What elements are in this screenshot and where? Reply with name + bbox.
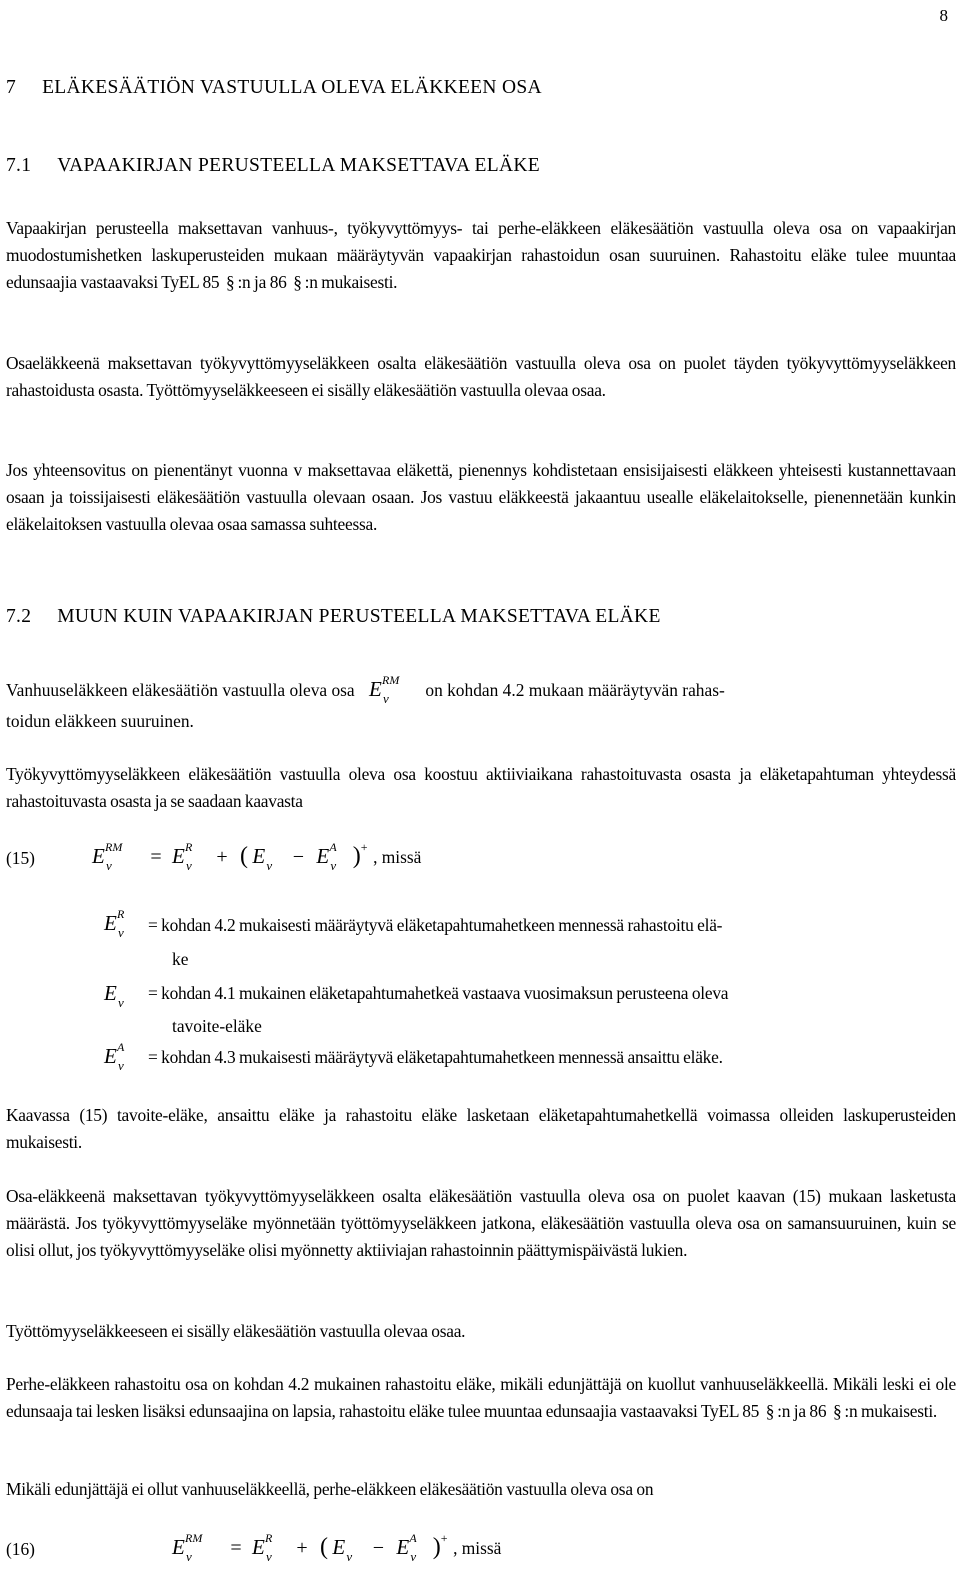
section-7-2-heading [6, 603, 661, 630]
eq16-e-v-a: E A v [396, 1531, 417, 1564]
def-e-v-r-line2: ke [172, 949, 189, 969]
eq15-minus: − [292, 846, 304, 868]
eq16-plus: + [296, 1537, 308, 1559]
paragraph-osaelake: Osaeläkkeenä maksettavan työkyvyttömyyseläkkeen osalta eläkesäätiön vastuulla oleva osa on puolet täyden työkyvyttömyyseläkkeen rahastoidusta osasta. Työttömyyseläkkeeseen ei sisälly eläkesäätiön vastuulla olevaa osaa. [6, 353, 956, 400]
paragraph-perhe-elake-end: :n mukaisesti. [844, 1401, 937, 1421]
section-sign: § [832, 1401, 842, 1421]
paragraph-perhe-elake-mid: :n ja 86 [777, 1401, 827, 1421]
eq15-tail: , missä [373, 847, 422, 867]
section-sign: § [765, 1401, 775, 1421]
eq15-e-v-r: E R v [172, 840, 193, 873]
section-sign: § [225, 272, 235, 292]
eq15-e-v-rm: E RM v [92, 840, 123, 873]
def-e-v-line2: tavoite-eläke [172, 1016, 262, 1036]
paragraph-vanhuuselake-line2: toidun eläkkeen suuruinen. [6, 711, 194, 731]
eq16-tail: , missä [453, 1538, 502, 1558]
eq16-lparen: ( [320, 1534, 328, 1560]
section-7-title: ELÄKESÄÄTIÖN VASTUULLA OLEVA ELÄKKEEN OSA [42, 77, 542, 98]
paragraph-vapaakirja [6, 215, 956, 296]
eq15-rparen: ) + [353, 843, 361, 869]
paragraph-edunjattaja: Mikäli edunjättäjä ei ollut vanhuuseläkkeellä, perhe-eläkkeen eläkesäätiön vastuulla oleva osa on [6, 1479, 654, 1499]
paragraph-tyokyvyttomyys: Työkyvyttömyyseläkkeen eläkesäätiön vastuulla oleva osa koostuu aktiiviaikana rahastoituvasta osasta ja eläketapahtuman yhteydessä rahastoituvasta osasta ja se saadaan kaavasta [6, 764, 956, 811]
eq16-equals: = [230, 1537, 242, 1559]
paragraph-perhe-elake-text: Perhe-eläkkeen rahastoitu osa on kohdan 4.2 mukainen rahastoitu eläke, mikäli edunjättäjä on kuollut vanhuuseläkkeellä. Mikäli leski ei ole edunsaaja tai lesken lisäksi edunsaajina on lapsia, rahastoitu eläke tulee muuntaa edunsaajia vastaavaksi TyEL 85 [6, 1374, 956, 1421]
eq16-positive-part: + [440, 1531, 448, 1545]
equation-16-body [172, 1531, 502, 1564]
section-7-1-heading [6, 152, 540, 179]
paragraph-perhe-elake [6, 1371, 956, 1425]
def-e-v-symbol: E v [104, 981, 124, 1010]
paragraph-vapaakirja-text-2b: :n ja 86 [237, 272, 287, 292]
paragraph-vanhuuselake-before: Vanhuuseläkkeen eläkesäätiön vastuulla oleva osa [6, 680, 355, 700]
eq16-minus: − [372, 1537, 384, 1559]
eq15-equals: = [150, 846, 162, 868]
eq15-lparen: ( [240, 843, 248, 869]
eq15-e-v: E v [252, 844, 273, 873]
paragraph-kaavassa: Kaavassa (15) tavoite-eläke, ansaittu eläke ja rahastoitu eläke lasketaan eläketapahtumahetkellä voimassa olleiden laskuperusteiden mukaisesti. [6, 1105, 956, 1152]
equation-15-label: (15) [6, 848, 35, 868]
section-sign: § [293, 272, 302, 292]
eq16-e-v: E v [332, 1535, 353, 1564]
eq16-e-v-rm: E RM v [172, 1531, 203, 1564]
paragraph-yhteensovitus: Jos yhteensovitus on pienentänyt vuonna v maksettavaa eläkettä, pienennys kohdistetaan ensisijaisesti eläkkeen yhteisesti kustannettavaan osaan ja toissijaisesti eläkesäätiön vastuulla olevaan osaan. Jos vastuu eläkkeestä jakaantuu usealle eläkelaitokselle, pienennetään kunkin eläkelaitoksen vastuulla olevaa osaa samassa suhteessa. [6, 460, 956, 534]
formula-e-v-rm: E RM v [369, 673, 400, 706]
paragraph-vapaakirja-text: Vapaakirjan perusteella maksettavan vanhuus-, työkyvyttömyys- tai perhe-eläkkeen eläkesäätiön vastuulla oleva osa on vapaakirjan muodostumishetken laskuperusteiden mukaan määräytyvän vapaakirjan rahastoidun osan suuruinen. [6, 218, 956, 265]
paragraph-vapaakirja-text-2c: :n mukaisesti. [304, 272, 398, 292]
equation-16 [6, 1536, 35, 1563]
def-e-v-a-line1: = kohdan 4.3 mukaisesti määräytyvä eläketapahtumahetkeen mennessä ansaittu eläke. [148, 1047, 723, 1067]
eq16-rparen: ) + [433, 1534, 441, 1560]
paragraph-tyottomyys: Työttömyyseläkkeeseen ei sisälly eläkesäätiön vastuulla olevaa osaa. [6, 1321, 466, 1341]
def-e-v-r-line1: = kohdan 4.2 mukaisesti määräytyvä eläketapahtumahetkeen mennessä rahastoitu elä- [148, 915, 723, 935]
paragraph-vapaakirja-text-2a: Rahastoitu eläke tulee muuntaa edunsaajia vastaavaksi TyEL 85 [6, 245, 956, 292]
equation-15 [6, 845, 35, 872]
section-7-heading [6, 74, 542, 101]
def-e-v-line1: = kohdan 4.1 mukainen eläketapahtumahetkeä vastaava vuosimaksun perusteena oleva [148, 983, 729, 1003]
eq15-e-v-a: E A v [316, 840, 337, 873]
section-7-2-title: MUUN KUIN VAPAAKIRJAN PERUSTEELLA MAKSETTAVA ELÄKE [57, 606, 661, 627]
section-7-2-number: 7.2 [6, 606, 32, 627]
eq15-plus: + [216, 846, 228, 868]
equation-15-body [92, 840, 422, 873]
def-e-v-r-symbol: E R v [104, 907, 125, 940]
equation-16-label: (16) [6, 1539, 35, 1559]
page-number: 8 [939, 6, 948, 25]
section-7-number: 7 [6, 77, 17, 98]
paragraph-osa-elake: Osa-eläkkeenä maksettavan työkyvyttömyyseläkkeen osalta eläkesäätiön vastuulla oleva osa on puolet kaavan (15) mukaan lasketusta määrästä. Jos työkyvyttömyyseläke myönnetään työttömyyseläkkeen jatkona, eläkesäätiön vastuulla oleva osa on samansuuruinen, kuin se olisi ollut, jos työkyvyttömyyseläke olisi myönnetty aktiiviajan rahastoinnin päättymispäivästä lukien. [6, 1186, 956, 1260]
eq15-positive-part: + [360, 840, 368, 854]
section-7-1-title: VAPAAKIRJAN PERUSTEELLA MAKSETTAVA ELÄKE [57, 155, 540, 176]
section-7-1-number: 7.1 [6, 155, 32, 176]
def-e-v-a-symbol: E A v [104, 1040, 125, 1073]
paragraph-vanhuuselake-line1 [6, 673, 725, 706]
paragraph-vanhuuselake-after: on kohdan 4.2 mukaan määräytyvän rahas- [425, 680, 725, 700]
eq16-e-v-r: E R v [252, 1531, 273, 1564]
